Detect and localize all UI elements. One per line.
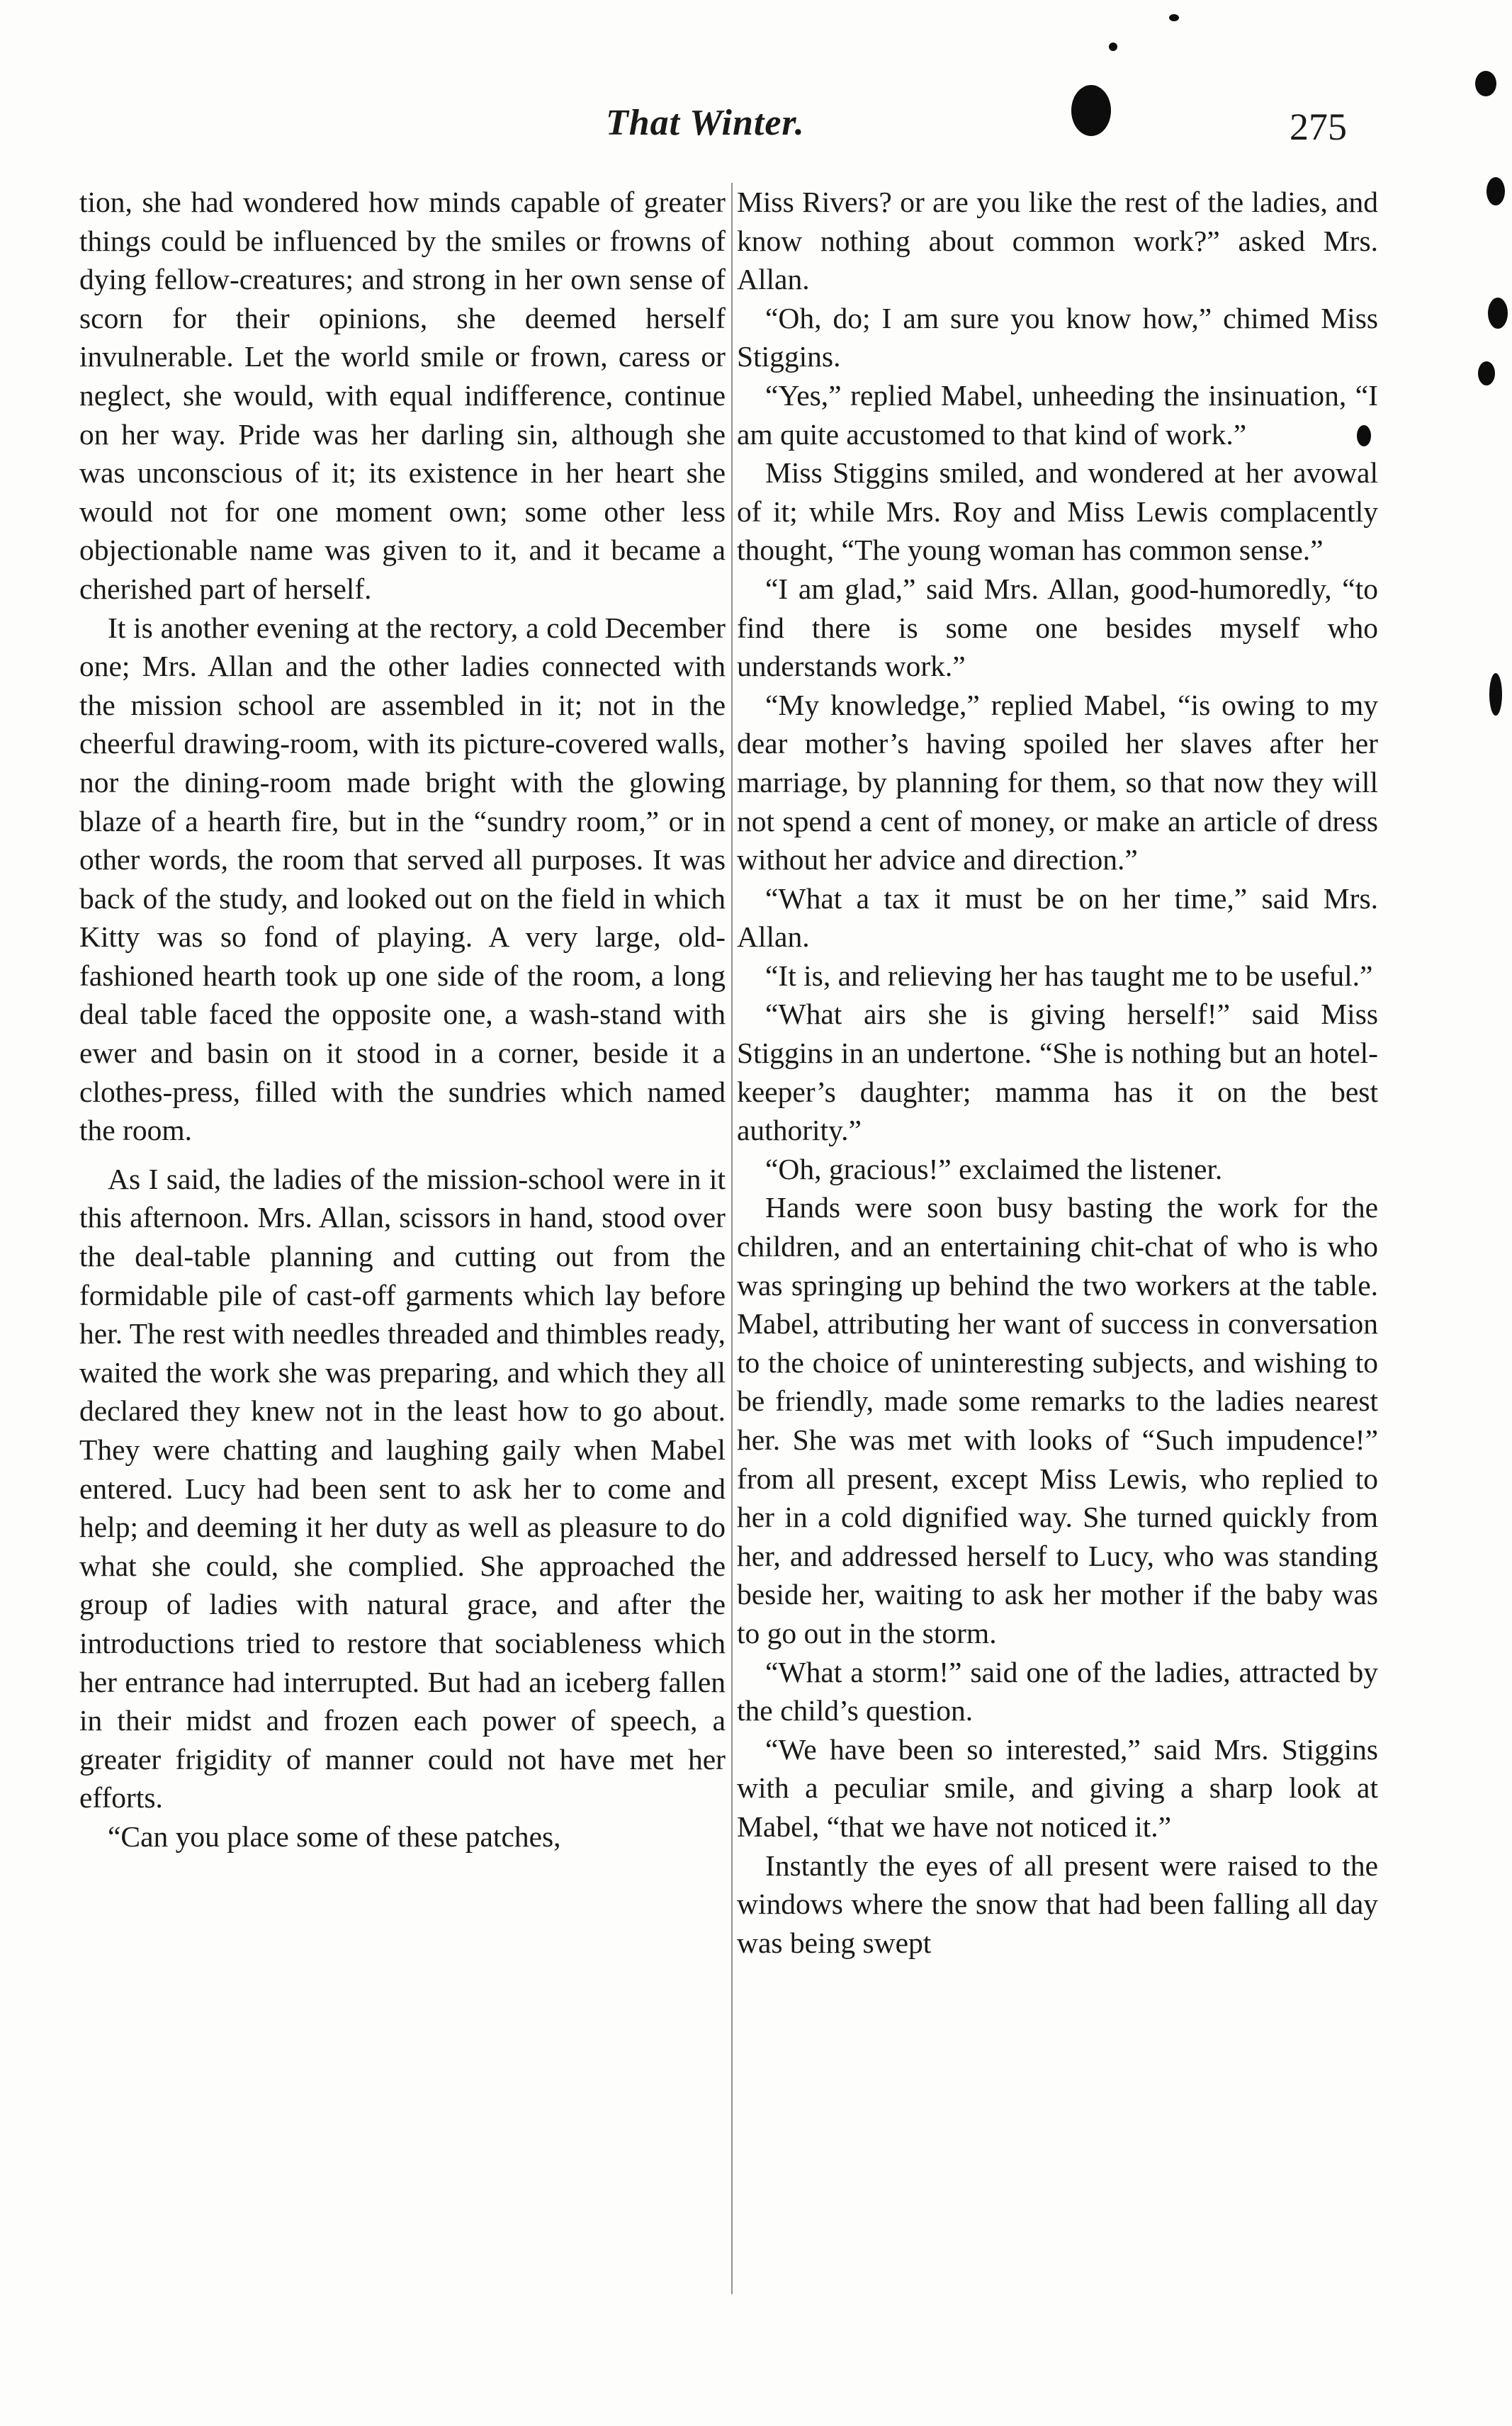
- paragraph: “My knowledge,” replied Mabel, “is owing to my dear mother’s having spoiled her slaves after her marriage, by planning for them, so that now they will not spend a cent of money, or make an article of dress without her advice and direction.”: [737, 688, 1378, 876]
- page-header: [0, 98, 1512, 154]
- ink-blot: [1488, 298, 1508, 329]
- paragraph: Hands were soon busy basting the work for the children, and an entertaining chit-chat of who is who was springing up behind the two workers at the table. Mabel, attributing her want of success in conversation to the choice of uninteresting subjects, and wishing to be friendly, made some remarks to the ladies nearest her. She was met with looks of “Such impudence!” from all present, except Miss Lewis, who replied to her in a cold dignified way. She turned quickly from her, and addressed herself to Lucy, who was standing beside her, waiting to ask her mother if the baby was to go out in the storm.: [737, 1191, 1378, 1649]
- right-column: [737, 183, 1378, 1962]
- paragraph: “I am glad,” said Mrs. Allan, good-humoredly, “to find there is some one besides myself who understands work.”: [737, 572, 1378, 683]
- paragraph: “Can you place some of these patches,: [108, 1820, 561, 1853]
- paragraph: “Oh, do; I am sure you know how,” chimed Miss Stiggins.: [737, 301, 1378, 373]
- paragraph: “What a storm!” said one of the ladies, attracted by the child’s question.: [737, 1655, 1378, 1727]
- ink-blot: [1475, 71, 1496, 96]
- paragraph: Miss Stiggins smiled, and wondered at her avowal of it; while Mrs. Roy and Miss Lewis complacently thought, “The young woman has common sense.”: [737, 456, 1378, 567]
- ink-blot: [1109, 43, 1117, 51]
- paragraph: As I said, the ladies of the mission-school were in it this afternoon. Mrs. Allan, scissors in hand, stood over the deal-table planning and cutting out from the formidable pile of cast-off garments which lay before her. The rest with needles threaded and thimbles ready, waited the work she was preparing, and which they all declared they knew not in the least how to go about. They were chatting and laughing gaily when Mabel entered. Lucy had been sent to ask her to come and help; and deeming it her duty as well as pleasure to do what she could, she complied. She approached the group of ladies with natural grace, and after the introductions tried to restore that sociableness which her entrance had interrupted. But had an iceberg fallen in their midst and frozen each power of speech, a greater frigidity of manner could not have met her efforts.: [79, 1162, 726, 1815]
- paragraph: “It is, and relieving her has taught me to be useful.”: [765, 959, 1373, 992]
- paragraph: tion, she had wondered how minds capable of greater things could be influenced by the smiles or frowns of dying fellow-creatures; and strong in her own sense of scorn for their opinions, she deemed herself invulnerable. Let the world smile or frown, caress or neglect, she would, with equal indifference, continue on her way. Pride was her darling sin, although she was unconscious of it; its existence in her heart she would not for one moment own; some other less objectionable name was given to it, and it became a cherished part of herself.: [79, 186, 726, 605]
- ink-blot: [1478, 361, 1495, 385]
- paragraph: “Yes,” replied Mabel, unheeding the insinuation, “I am quite accustomed to that kind of work.”: [737, 378, 1378, 451]
- ink-blot: [1071, 85, 1111, 136]
- ink-blot: [1489, 673, 1502, 716]
- paragraph: “What a tax it must be on her time,” said Mrs. Allan.: [737, 881, 1378, 954]
- ink-blot: [1169, 14, 1179, 21]
- column-divider: [731, 183, 733, 2294]
- paragraph: Instantly the eyes of all present were raised to the windows where the snow that had been falling all day was being swept: [737, 1849, 1378, 1959]
- ink-blot: [1486, 177, 1505, 205]
- running-title: That Winter.: [606, 103, 805, 143]
- left-column: [79, 183, 726, 1856]
- ink-blot: [1357, 425, 1371, 446]
- page-number: 275: [1290, 106, 1347, 148]
- paragraph: “We have been so interested,” said Mrs. Stiggins with a peculiar smile, and giving a sharp look at Mabel, “that we have not noticed it.”: [737, 1732, 1378, 1843]
- paragraph: “What airs she is giving herself!” said Miss Stiggins in an undertone. “She is nothing but an hotel-keeper’s daughter; mamma has it on the best authority.”: [737, 998, 1378, 1147]
- paragraph: It is another evening at the rectory, a cold December one; Mrs. Allan and the other ladies connected with the mission school are assembled in it; not in the cheerful drawing-room, with its picture-covered walls, nor the dining-room made bright with the glowing blaze of a hearth fire, but in the “sundry room,” or in other words, the room that served all purposes. It was back of the study, and looked out on the field in which Kitty was so fond of playing. A very large, old-fashioned hearth took up one side of the room, a long deal table faced the opposite one, a wash-stand with ewer and basin on it stood in a corner, beside it a clothes-press, filled with the sundries which named the room.: [79, 611, 726, 1147]
- paragraph: Miss Rivers? or are you like the rest of the ladies, and know nothing about common work?” asked Mrs. Allan.: [737, 186, 1378, 296]
- paragraph: “Oh, gracious!” exclaimed the listener.: [765, 1152, 1223, 1185]
